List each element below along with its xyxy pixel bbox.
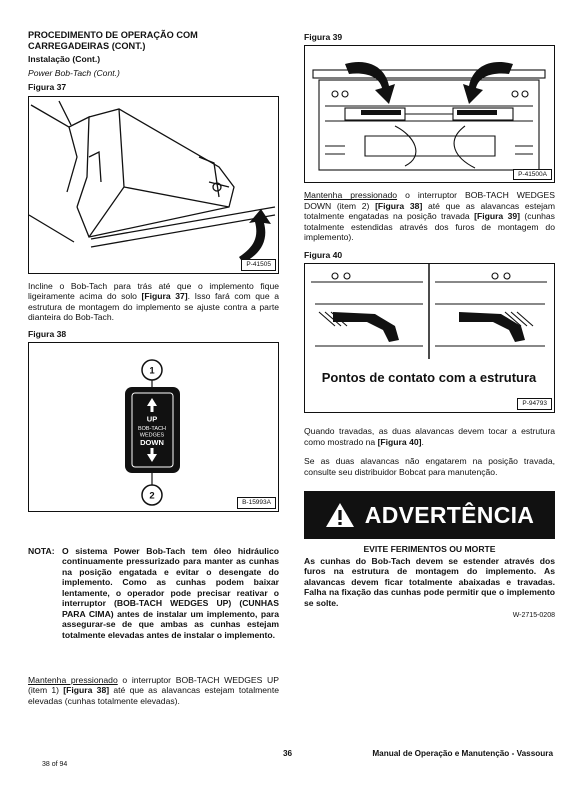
figure-40-label: Figura 40 xyxy=(304,249,343,260)
subheading: Instalação (Cont.) xyxy=(28,54,101,65)
figure-38-code: B-15993A xyxy=(237,497,276,509)
figure-39 xyxy=(304,45,555,183)
switch-up-text: UP xyxy=(146,414,158,424)
note-text: O sistema Power Bob-Tach tem óleo hidráulico continuamente pressurizado para manter as cunhas na posição engatada e evitar o desengate do implemento. Como as cunhas podem baixar lentamente, o operador pode precisar reativar o interruptor (BOB-TACH WEDGES UP) (CUNHAS PARA CIMA) antes de instalar um implemento, para assegurar-se de que ambas as cunhas estejam totalmente elevadas antes de instalar o implemento. xyxy=(62,546,279,640)
manual-title: Manual de Operação e Manutenção - Vassoura xyxy=(372,749,553,758)
right-column xyxy=(304,30,555,621)
figure-39-illustration xyxy=(305,46,553,181)
figure-37-code: P-41505 xyxy=(241,259,276,271)
warning-text: As cunhas do Bob-Tach devem se estender através dos furos na estrutura de montagem do implemento. As alavancas devem ficar totalmente abaixadas e travadas. Falha na fixação das cunhas pode permitir que o implemento se solte. xyxy=(304,555,555,608)
left-column xyxy=(28,30,279,512)
warning-code: W-2715-0208 xyxy=(512,612,555,620)
warning-banner xyxy=(304,491,555,539)
page-of-count: 38 of 94 xyxy=(42,761,68,768)
figure-40-illustration xyxy=(305,264,553,411)
figure-38-switch-illustration xyxy=(29,343,277,510)
switch-down-text: DOWN xyxy=(140,438,164,448)
instruction-paragraph-3: Mantenha pressionado o interruptor BOB-TACH WEDGES DOWN (item 2) [Figura 38] até que as alavancas estejam totalmente engatadas na posição travada [Figura 39] (cunhas totalmente estendidas através dos furos de montagem do implemento). xyxy=(304,190,555,243)
section-heading: PROCEDIMENTO DE OPERAÇÃO COM CARREGADEIRAS (CONT.) xyxy=(28,30,198,51)
switch-line-1: BOB-TACH xyxy=(137,426,167,433)
instruction-paragraph-2: Mantenha pressionado o interruptor BOB-TACH WEDGES UP (item 1) [Figura 38] até que as alavancas estejam totalmente elevadas (cunhas totalmente elevadas). xyxy=(28,675,279,706)
note-label: NOTA: xyxy=(28,546,55,556)
warning-title: ADVERTÊNCIA xyxy=(364,502,535,529)
instruction-paragraph-1: Incline o Bob-Tach para trás até que o implemento fique ligeiramente acima do solo [Figura 37]. Isso fará com que a estrutura de montagem do implemento se ajuste contra a parte dianteira do Bob-Tach. xyxy=(28,280,279,323)
figure-39-code: P-41500A xyxy=(513,169,552,181)
figure-40-caption: Pontos de contato com a estrutura xyxy=(321,370,537,386)
page-number: 36 xyxy=(283,749,293,758)
figure-38 xyxy=(28,342,279,512)
callout-1: 1 xyxy=(149,365,155,377)
switch-line-2: WEDGES xyxy=(139,432,165,439)
figure-39-label: Figura 39 xyxy=(304,32,343,42)
figure-37-illustration xyxy=(29,97,277,272)
warning-heading: EVITE FERIMENTOS OU MORTE xyxy=(363,544,496,555)
warning-triangle-icon xyxy=(325,502,355,528)
figure-37 xyxy=(28,96,279,274)
figure-38-label: Figura 38 xyxy=(28,328,67,339)
callout-2: 2 xyxy=(149,490,155,502)
figure-40 xyxy=(304,263,555,413)
note-block xyxy=(28,546,279,640)
instruction-paragraph-5: Se as duas alavancas não engatarem na posição travada, consulte seu distribuidor Bobcat para manutenção. xyxy=(304,456,555,477)
left-lower xyxy=(28,675,279,706)
figure-37-label: Figura 37 xyxy=(28,82,67,93)
figure-40-code: P-94793 xyxy=(517,398,552,410)
italic-subheading: Power Bob-Tach (Cont.) xyxy=(28,67,120,78)
instruction-paragraph-4: Quando travadas, as duas alavancas devem tocar a estrutura como mostrado na [Figura 40]. xyxy=(304,426,555,447)
